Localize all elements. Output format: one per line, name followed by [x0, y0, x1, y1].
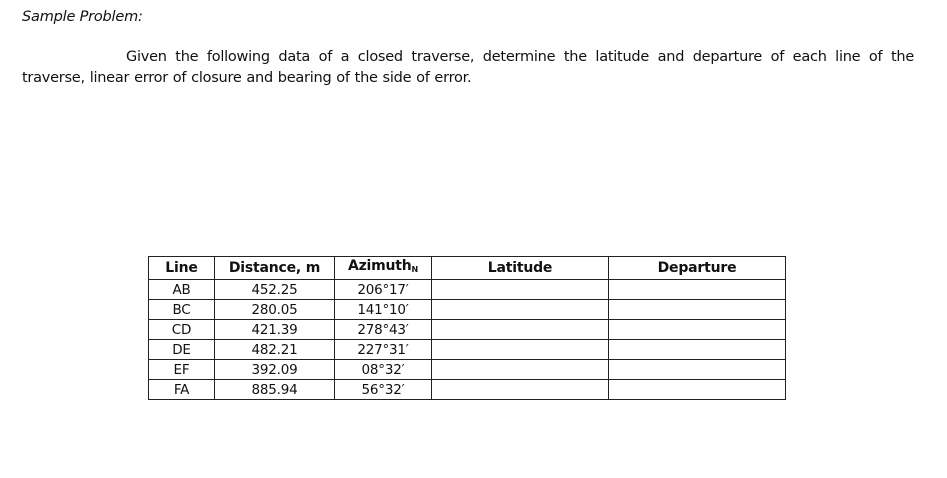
- header-line: Line: [149, 257, 215, 280]
- cell-azimuth: 141°10′: [335, 300, 432, 320]
- traverse-data-table: [148, 256, 786, 400]
- cell-azimuth: 56°32′: [335, 380, 432, 400]
- cell-distance: 482.21: [215, 340, 335, 360]
- header-distance: Distance, m: [215, 257, 335, 280]
- table-header-row: [149, 257, 786, 280]
- cell-departure: [609, 300, 786, 320]
- cell-departure: [609, 320, 786, 340]
- cell-latitude: [432, 320, 609, 340]
- table-row: [149, 320, 786, 340]
- cell-azimuth: 08°32′: [335, 360, 432, 380]
- header-departure: Departure: [609, 257, 786, 280]
- cell-azimuth: 278°43′: [335, 320, 432, 340]
- cell-distance: 392.09: [215, 360, 335, 380]
- cell-distance: 885.94: [215, 380, 335, 400]
- header-azimuth-label: Azimuth: [347, 258, 412, 274]
- cell-departure: [609, 280, 786, 300]
- cell-line: EF: [149, 360, 215, 380]
- cell-line: DE: [149, 340, 215, 360]
- cell-latitude: [432, 300, 609, 320]
- cell-line: AB: [149, 280, 215, 300]
- table-row: [149, 280, 786, 300]
- cell-latitude: [432, 360, 609, 380]
- cell-line: FA: [149, 380, 215, 400]
- problem-statement: Given the following data of a closed traverse, determine the latitude and departure of each line of the traverse, linear error of closure and bearing of the side of error.: [22, 49, 914, 86]
- cell-latitude: [432, 280, 609, 300]
- cell-distance: 280.05: [215, 300, 335, 320]
- cell-departure: [609, 360, 786, 380]
- cell-departure: [609, 340, 786, 360]
- cell-distance: 421.39: [215, 320, 335, 340]
- table-row: [149, 340, 786, 360]
- cell-latitude: [432, 340, 609, 360]
- cell-latitude: [432, 380, 609, 400]
- header-azimuth-subscript: N: [411, 265, 419, 274]
- cell-azimuth: 227°31′: [335, 340, 432, 360]
- table-row: [149, 380, 786, 400]
- table-row: [149, 360, 786, 380]
- cell-line: BC: [149, 300, 215, 320]
- header-latitude: Latitude: [432, 257, 609, 280]
- cell-azimuth: 206°17′: [335, 280, 432, 300]
- cell-distance: 452.25: [215, 280, 335, 300]
- cell-departure: [609, 380, 786, 400]
- sample-problem-heading: Sample Problem:: [22, 9, 143, 25]
- header-azimuth: [335, 257, 432, 280]
- table-row: [149, 300, 786, 320]
- cell-line: CD: [149, 320, 215, 340]
